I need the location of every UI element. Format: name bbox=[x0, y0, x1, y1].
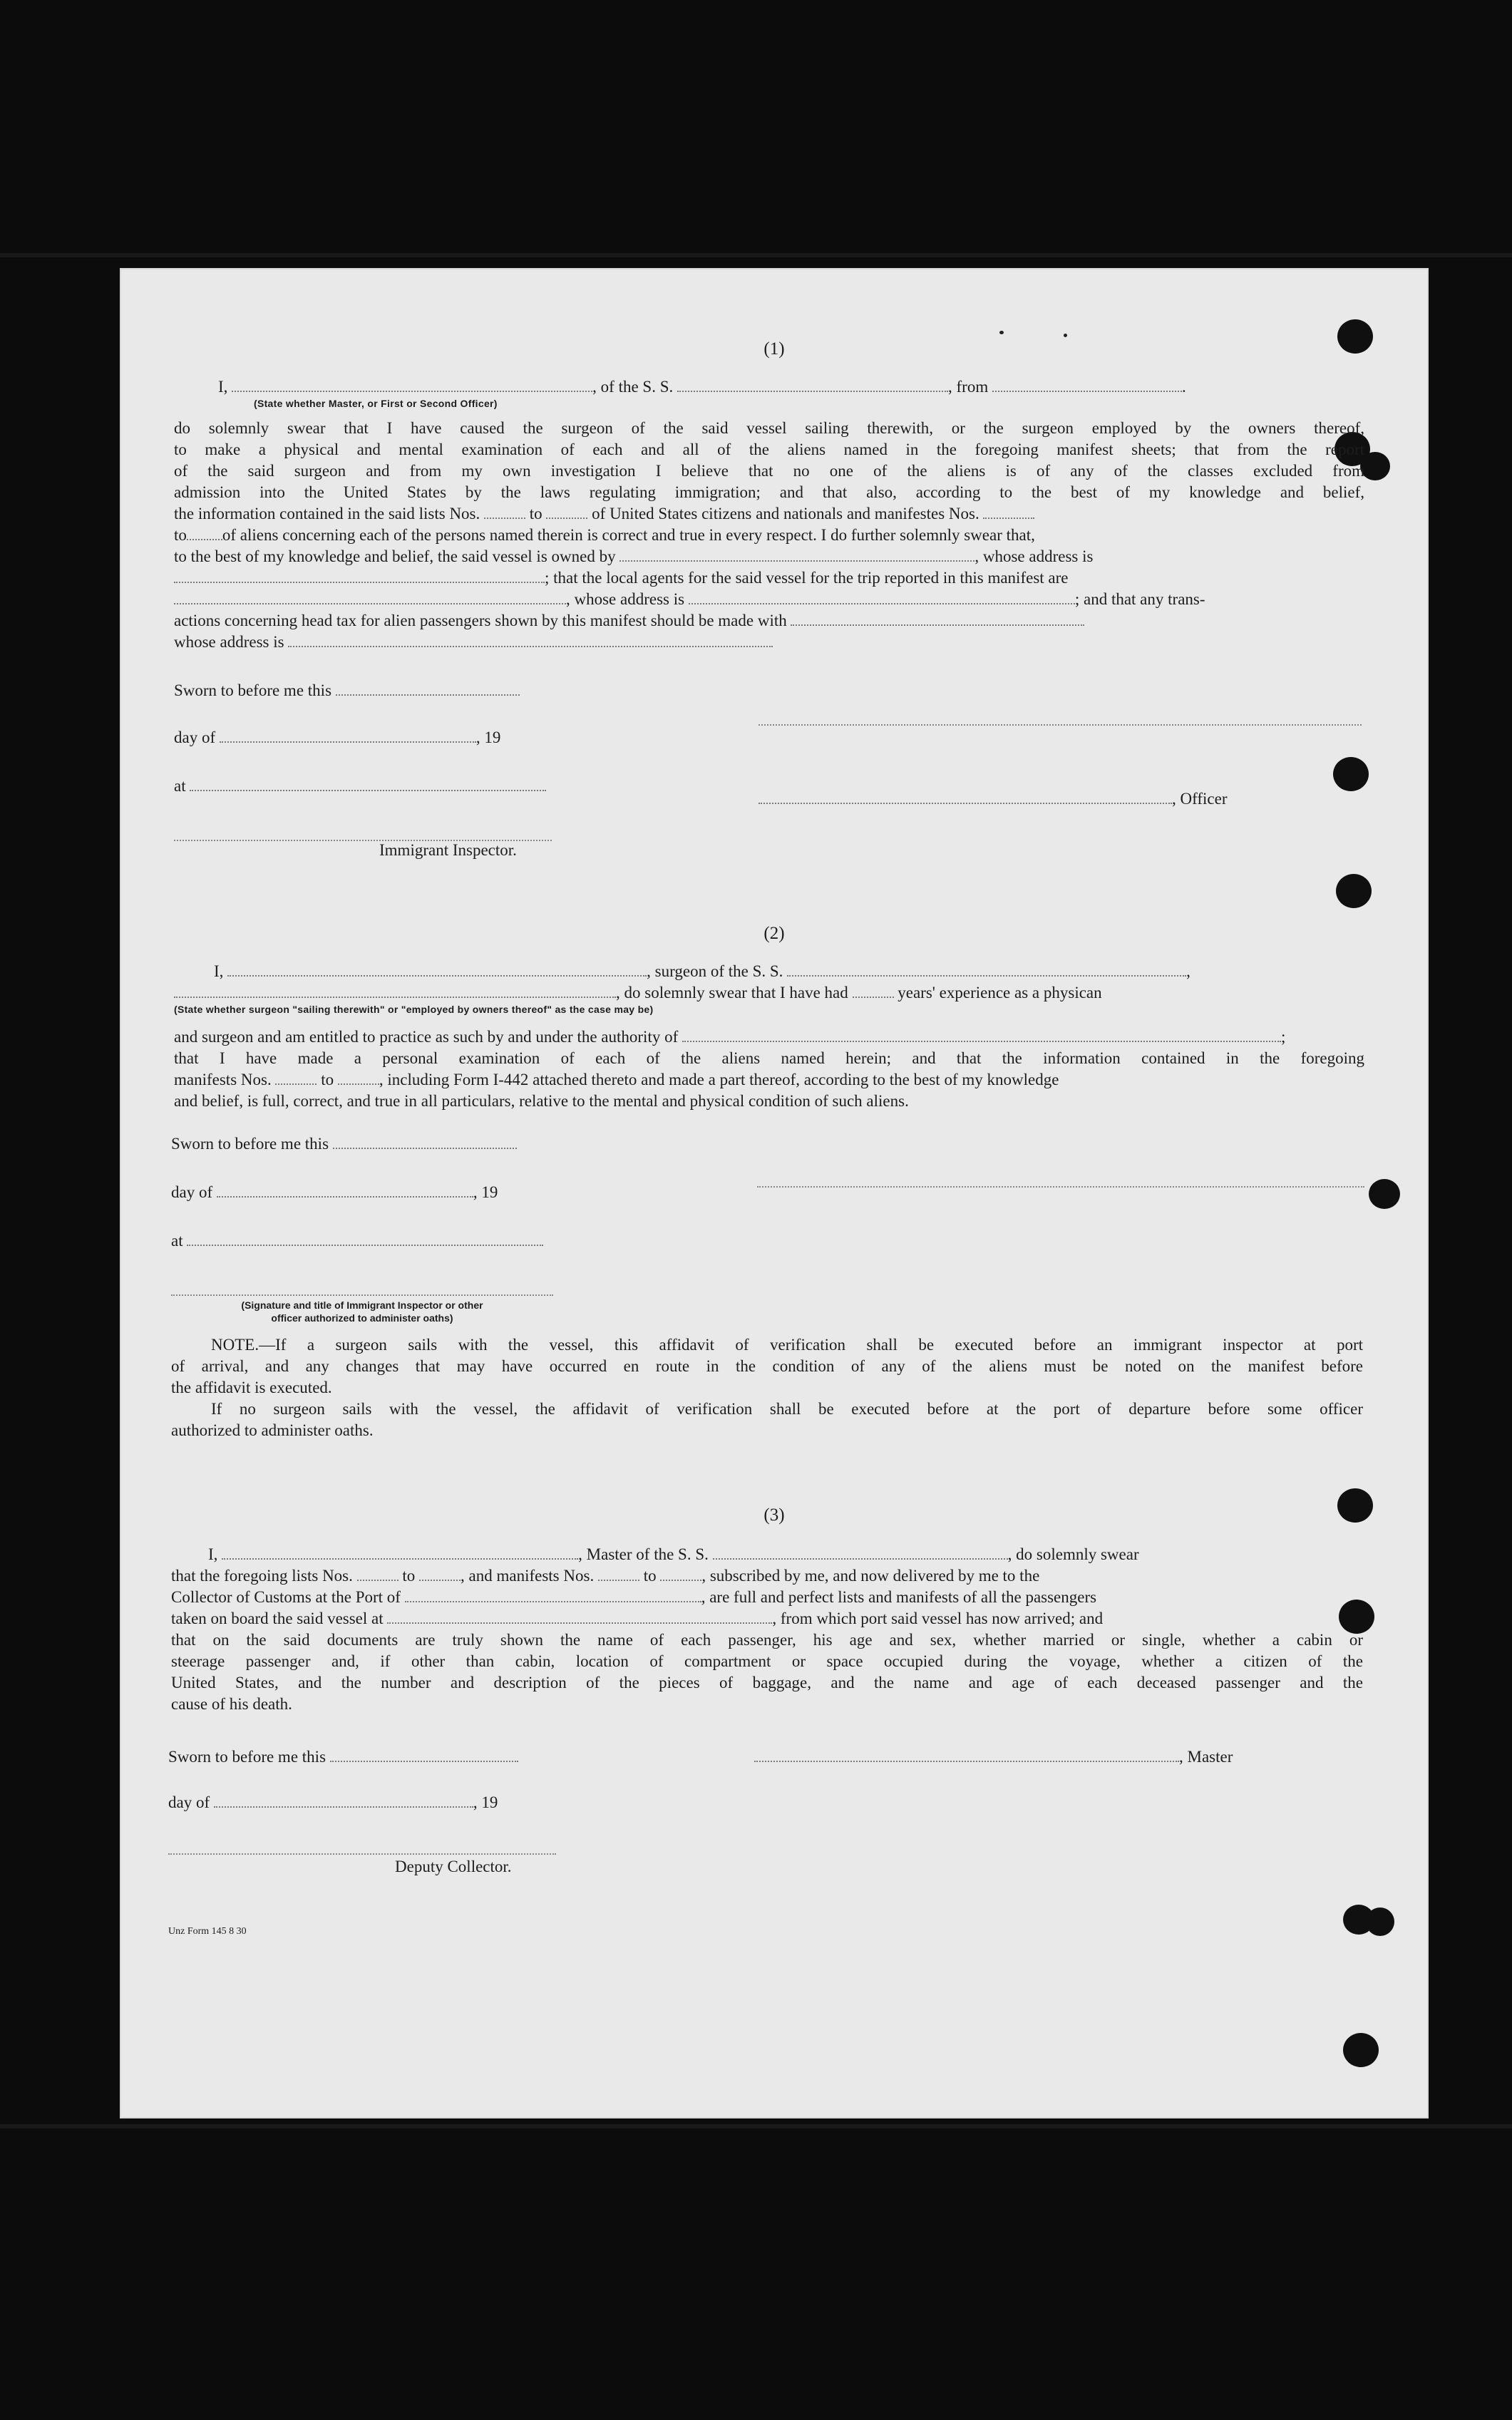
manifest-no-to-field bbox=[660, 1567, 701, 1581]
surgeon-signature-line bbox=[757, 1186, 1364, 1188]
text: , 19 bbox=[475, 728, 501, 746]
text: ; and that any trans- bbox=[1074, 590, 1205, 608]
text: I, bbox=[208, 1545, 218, 1563]
vessel-name-field bbox=[677, 378, 948, 392]
paragraph-line: steerage passenger and, if other than cabin, location of compartment or space occupied during the voyage, whether a citizen of the bbox=[171, 1652, 1363, 1670]
affidavit-page bbox=[120, 268, 1429, 2118]
paragraph-line bbox=[174, 632, 773, 653]
owner-address-field bbox=[174, 569, 545, 583]
master-signature-line bbox=[754, 1746, 1233, 1768]
list-no-to-field bbox=[419, 1567, 461, 1581]
text: , Officer bbox=[1172, 790, 1228, 808]
text: to bbox=[402, 1567, 416, 1585]
paragraph-line bbox=[171, 1608, 1103, 1629]
date-line bbox=[174, 727, 500, 748]
paragraph-line: United States, and the number and description of the pieces of baggage, and the name and age of each deceased passenger and the bbox=[171, 1674, 1363, 1692]
paragraph-line bbox=[171, 1587, 1096, 1608]
place-field bbox=[187, 1232, 543, 1246]
signature-note-line: (Signature and title of Immigrant Inspector or other bbox=[241, 1299, 483, 1311]
list-no-to-field bbox=[546, 505, 587, 519]
surgeon-status-field bbox=[174, 984, 616, 998]
month-field bbox=[220, 728, 476, 743]
text: whose address is bbox=[174, 633, 284, 651]
text: , Master bbox=[1179, 1748, 1233, 1766]
head-tax-address-field bbox=[288, 633, 773, 647]
text: taken on board the said vessel at bbox=[171, 1610, 384, 1627]
deputy-collector-title: Deputy Collector. bbox=[395, 1858, 512, 1875]
text: to bbox=[643, 1567, 657, 1585]
note-line: the affidavit is executed. bbox=[171, 1379, 332, 1396]
text: , are full and perfect lists and manifests of all the passengers bbox=[701, 1588, 1097, 1606]
paragraph-line bbox=[174, 525, 1035, 546]
master-name-field bbox=[222, 1545, 578, 1560]
text: , surgeon of the S. S. bbox=[647, 962, 783, 980]
sworn-day-field bbox=[333, 1135, 517, 1149]
punch-hole bbox=[1343, 2033, 1379, 2067]
section-2-line-2 bbox=[174, 982, 1102, 1004]
inspector-title: Immigrant Inspector. bbox=[379, 841, 517, 859]
paragraph-line: of the said surgeon and from my own investigation I believe that no one of the aliens is of any of the classes excluded from bbox=[174, 462, 1364, 480]
month-field bbox=[217, 1183, 473, 1198]
paragraph-line: and belief, is full, correct, and true in all particulars, relative to the mental and physical condition of such aliens. bbox=[174, 1092, 909, 1110]
manifest-no-to-field bbox=[338, 1071, 379, 1085]
section-2-line-1 bbox=[214, 961, 1190, 982]
paragraph-line bbox=[171, 1565, 1039, 1587]
years-experience-field bbox=[853, 984, 894, 998]
text: of United States citizens and nationals and manifestes Nos. bbox=[592, 505, 979, 522]
list-no-from-field bbox=[357, 1567, 398, 1581]
text: that the foregoing lists Nos. bbox=[171, 1567, 353, 1585]
text: of aliens concerning each of the persons named therein is correct and true in every respect. I do further solemnly swear that, bbox=[222, 526, 1035, 544]
sworn-day-field bbox=[336, 681, 520, 696]
text: Sworn to before me this bbox=[168, 1748, 326, 1766]
text: and surgeon and am entitled to practice as such by and under the authority of bbox=[174, 1028, 679, 1046]
text: , subscribed by me, and now delivered by me to the bbox=[701, 1567, 1040, 1585]
paragraph-line bbox=[174, 567, 1068, 589]
text: day of bbox=[168, 1793, 210, 1811]
signature-note-line: officer authorized to administer oaths) bbox=[271, 1312, 453, 1324]
paragraph-line: to make a physical and mental examination of each and all of the aliens named in the foregoing manifest sheets; that from the report bbox=[174, 441, 1364, 458]
state-note: (State whether Master, or First or Second Officer) bbox=[254, 398, 498, 409]
local-agents-field bbox=[174, 590, 566, 604]
sworn-line bbox=[174, 680, 520, 701]
text: the information contained in the said lists Nos. bbox=[174, 505, 480, 522]
punch-hole bbox=[1336, 874, 1372, 908]
paragraph-line: cause of his death. bbox=[171, 1695, 292, 1713]
text: , do solemnly swear that I have had bbox=[616, 984, 848, 1002]
officer-signature-line bbox=[758, 788, 1227, 810]
text: , and manifests Nos. bbox=[461, 1567, 595, 1585]
paragraph-line bbox=[174, 1069, 1059, 1091]
date-line bbox=[168, 1792, 498, 1813]
text: to bbox=[174, 526, 187, 544]
paragraph-line: admission into the United States by the laws regulating immigration; and that also, according to the best of my knowledge and belief, bbox=[174, 483, 1364, 501]
text: actions concerning head tax for alien passengers shown by this manifest should be made with bbox=[174, 612, 787, 629]
signature-note bbox=[191, 1299, 533, 1324]
text: , whose address is bbox=[566, 590, 685, 608]
section-3-line-1 bbox=[208, 1544, 1139, 1565]
place-field bbox=[190, 777, 546, 791]
note-line: NOTE.—If a surgeon sails with the vessel, this affidavit of verification shall be executed before an immigrant inspector at port bbox=[211, 1336, 1363, 1354]
text: day of bbox=[174, 728, 216, 746]
text: I, bbox=[218, 378, 228, 396]
text: ; that the local agents for the said vessel for the trip reported in this manifest are bbox=[545, 569, 1069, 587]
manifest-no-from-field bbox=[598, 1567, 639, 1581]
text: , of the S. S. bbox=[592, 378, 674, 396]
boarding-port-field bbox=[387, 1610, 772, 1624]
paragraph-line bbox=[174, 610, 1084, 632]
text: , from bbox=[948, 378, 989, 396]
text: , 19 bbox=[473, 1183, 498, 1201]
vessel-name-field bbox=[787, 962, 1186, 977]
scan-edge-top bbox=[0, 253, 1512, 257]
ink-speck bbox=[1064, 334, 1067, 337]
surgeon-name-field bbox=[227, 962, 647, 977]
manifest-no-to-field bbox=[187, 526, 222, 540]
master-signature-field bbox=[754, 1748, 1179, 1762]
agents-address-field bbox=[689, 590, 1075, 604]
text: Sworn to before me this bbox=[174, 681, 332, 699]
list-no-from-field bbox=[484, 505, 525, 519]
text: manifests Nos. bbox=[174, 1071, 272, 1088]
origin-port-field bbox=[992, 378, 1182, 392]
scan-edge-bottom bbox=[0, 2124, 1512, 2128]
text: at bbox=[174, 777, 186, 795]
section-number: (2) bbox=[763, 924, 785, 943]
manifest-no-from-field bbox=[275, 1071, 317, 1085]
punch-hole bbox=[1333, 757, 1369, 791]
place-line bbox=[171, 1230, 543, 1252]
month-field bbox=[214, 1793, 473, 1808]
form-identifier: Unz Form 145 8 30 bbox=[168, 1926, 247, 1937]
note-line: If no surgeon sails with the vessel, the affidavit of verification shall be executed before at the port of departure before some officer bbox=[211, 1400, 1363, 1418]
paragraph-line: that on the said documents are truly shown the name of each passenger, his age and sex, whether married or single, whether a cabin or bbox=[171, 1631, 1363, 1649]
section-1-line-1 bbox=[218, 376, 1186, 398]
text: ; bbox=[1281, 1028, 1286, 1046]
text: , including Form I-442 attached thereto and made a part thereof, according to the best of my knowledge bbox=[379, 1071, 1059, 1088]
text: at bbox=[171, 1232, 183, 1250]
paragraph-line bbox=[174, 589, 1205, 610]
paragraph-line bbox=[174, 546, 1093, 567]
sworn-line bbox=[168, 1746, 518, 1768]
text: day of bbox=[171, 1183, 213, 1201]
punch-hole bbox=[1339, 1600, 1374, 1634]
port-field bbox=[405, 1588, 701, 1602]
head-tax-party-field bbox=[791, 612, 1084, 626]
text: , bbox=[1186, 962, 1190, 980]
note-line: of arrival, and any changes that may have occurred en route in the condition of any of the aliens must be noted on the manifest before bbox=[171, 1357, 1363, 1375]
text: . bbox=[1181, 378, 1186, 396]
text: years' experience as a physican bbox=[898, 984, 1102, 1002]
manifest-no-field bbox=[983, 505, 1034, 519]
text: to bbox=[529, 505, 542, 522]
ink-speck bbox=[999, 331, 1004, 334]
state-note: (State whether surgeon "sailing therewith" or "employed by owners thereof" as the case may be) bbox=[174, 1004, 654, 1015]
note-line: authorized to administer oaths. bbox=[171, 1421, 374, 1439]
text: I, bbox=[214, 962, 224, 980]
section-number: (1) bbox=[763, 339, 785, 359]
text: Sworn to before me this bbox=[171, 1135, 329, 1153]
vessel-owner-field bbox=[619, 547, 974, 562]
paragraph-line: that I have made a personal examination of each of the aliens named herein; and that the information contained in the foregoing bbox=[174, 1049, 1364, 1067]
text: , do solemnly swear bbox=[1007, 1545, 1139, 1563]
paragraph-line: do solemnly swear that I have caused the surgeon of the said vessel sailing therewith, or the surgeon employed by the owners thereof, bbox=[174, 419, 1364, 437]
paragraph-line bbox=[174, 503, 1034, 525]
text: , Master of the S. S. bbox=[578, 1545, 709, 1563]
text: to the best of my knowledge and belief, the said vessel is owned by bbox=[174, 547, 616, 565]
officer-signature-field bbox=[758, 790, 1172, 804]
place-line bbox=[174, 776, 546, 797]
officer-name-field bbox=[232, 378, 592, 392]
sworn-line bbox=[171, 1133, 517, 1155]
punch-hole bbox=[1360, 452, 1390, 480]
punch-hole bbox=[1369, 1179, 1400, 1209]
text: to bbox=[321, 1071, 334, 1088]
text: , from which port said vessel has now arrived; and bbox=[772, 1610, 1104, 1627]
signature-line bbox=[758, 724, 1362, 726]
paragraph-line bbox=[174, 1026, 1285, 1048]
punch-hole bbox=[1366, 1907, 1394, 1936]
vessel-name-field bbox=[713, 1545, 1008, 1560]
collector-signature-line bbox=[168, 1853, 556, 1855]
authority-field bbox=[682, 1028, 1281, 1042]
date-line bbox=[171, 1182, 498, 1203]
text: , 19 bbox=[473, 1793, 498, 1811]
sworn-day-field bbox=[330, 1748, 518, 1762]
officer-signature-line bbox=[171, 1294, 553, 1296]
text: Collector of Customs at the Port of bbox=[171, 1588, 401, 1606]
section-number: (3) bbox=[763, 1505, 785, 1525]
text: , whose address is bbox=[974, 547, 1094, 565]
